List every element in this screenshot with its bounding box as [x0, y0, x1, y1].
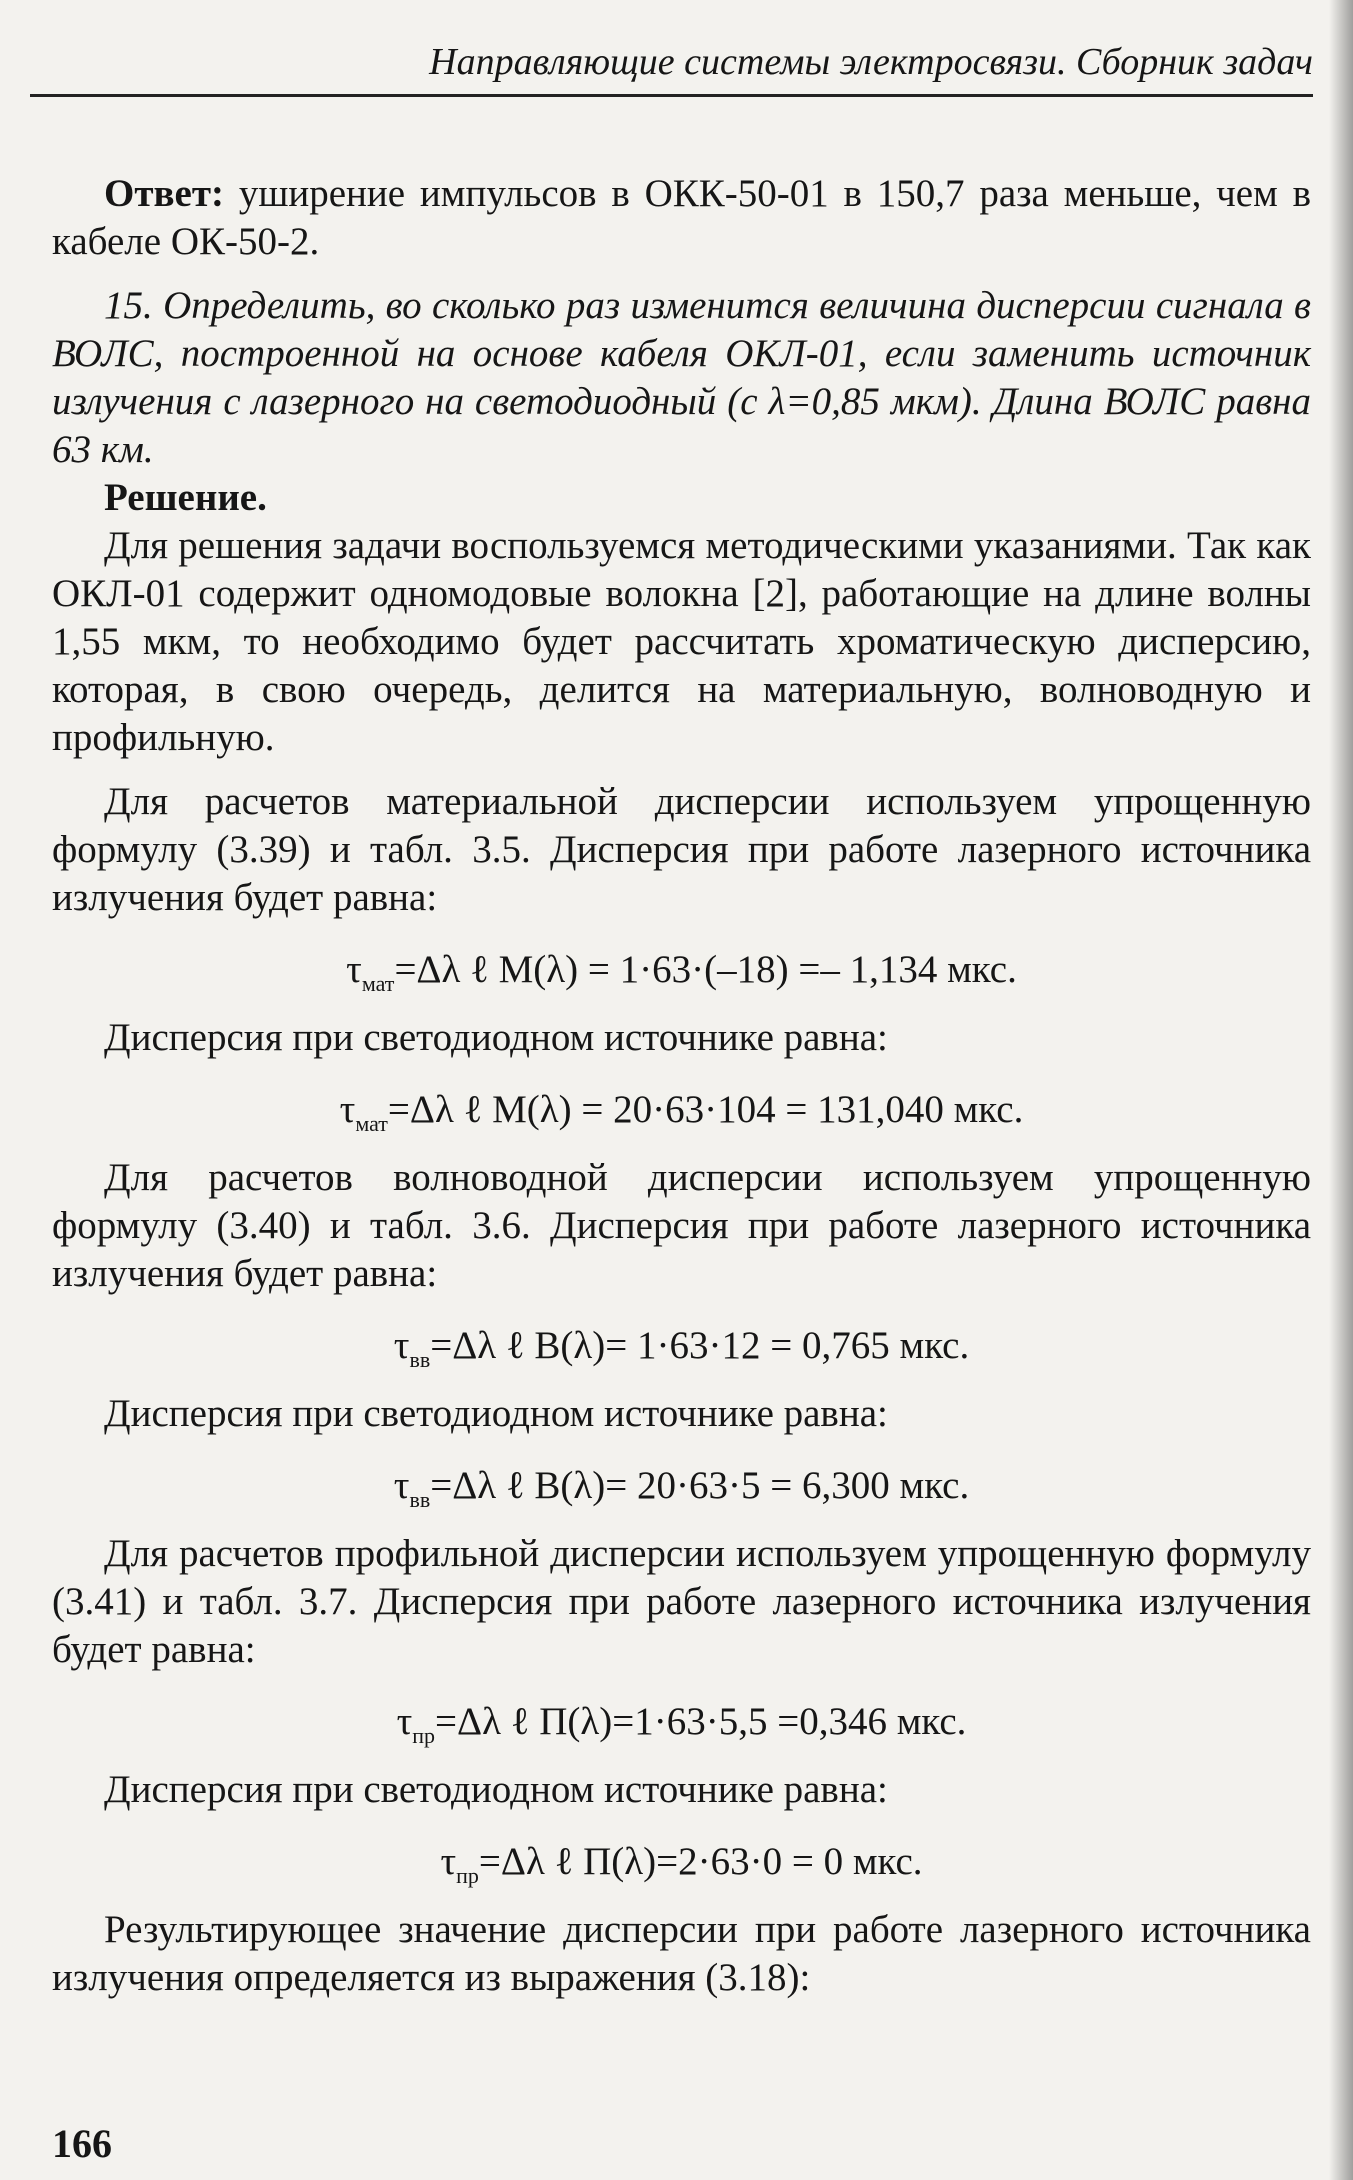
solution-paragraph: Для решения задачи воспользуемся методическими указаниями. Так как ОКЛ-01 содержит одномодовые волокна [2], работающие на длине волны 1,55 мкм, то необходимо будет рассчитать хроматическую дисперсию, которая, в свою очередь, делится на материальную, волноводную и профильную.: [52, 524, 1311, 759]
formula-profile-laser: $\tau_{пр}=\Delta\lambda$ ℓ П(λ)=1·63·5,5 =0,346 мкс.: [396, 1700, 967, 1748]
page-number: 166: [52, 2121, 112, 2166]
formula-material-laser: $\tau_{мат}=\Delta\lambda$ ℓ M(λ) = 1·63·(–18) =– 1,134 мкс.: [346, 948, 1017, 996]
answer-paragraph: [52, 170, 1311, 266]
solution-paragraph: Дисперсия при светодиодном источнике равна:: [104, 1016, 888, 1059]
formula-waveguide-led: $\tau_{вв}=\Delta\lambda$ ℓ B(λ)= 20·63·5 = 6,300 мкс.: [393, 1464, 970, 1512]
solution-paragraph: Для расчетов волноводной дисперсии используем упрощенную формулу (3.40) и табл. 3.6. Дисперсия при работе лазерного источника излучения будет равна:: [52, 1156, 1311, 1295]
header-rule: [30, 94, 1313, 97]
formula-waveguide-laser: $\tau_{вв}=\Delta\lambda$ ℓ B(λ)= 1·63·12 = 0,765 мкс.: [393, 1324, 970, 1372]
page-body: [52, 170, 1311, 2002]
solution-paragraph: Для расчетов профильной дисперсии используем упрощенную формулу (3.41) и табл. 3.7. Дисперсия при работе лазерного источника излучения будет равна:: [52, 1532, 1311, 1671]
solution-label: Решение.: [104, 476, 267, 519]
solution-paragraph: Дисперсия при светодиодном источнике равна:: [104, 1768, 888, 1811]
problem-statement: 15. Определить, во сколько раз изменится величина дисперсии сигнала в ВОЛС, построенной на основе кабеля ОКЛ-01, если заменить источник излучения с лазерного на светодиодный (с λ=0,85 мкм). Длина ВОЛС равна 63 км.: [52, 284, 1311, 471]
running-title: Направляющие системы электросвязи. Сборник задач: [429, 41, 1313, 83]
answer-text: уширение импульсов в ОКК-50-01 в 150,7 раза меньше, чем в кабеле ОК-50-2.: [52, 172, 1311, 263]
formula-profile-led: $\tau_{пр}=\Delta\lambda$ ℓ П(λ)=2·63·0 = 0 мкс.: [440, 1840, 923, 1888]
solution-paragraph: Дисперсия при светодиодном источнике равна:: [104, 1392, 888, 1435]
answer-label: Ответ:: [104, 172, 225, 215]
formula-material-led: $\tau_{мат}=\Delta\lambda$ ℓ M(λ) = 20·63·104 = 131,040 мкс.: [339, 1088, 1024, 1136]
solution-paragraph: Для расчетов материальной дисперсии используем упрощенную формулу (3.39) и табл. 3.5. Дисперсия при работе лазерного источника излучения будет равна:: [52, 780, 1311, 919]
solution-paragraph: Результирующее значение дисперсии при работе лазерного источника излучения определяется из выражения (3.18):: [52, 1908, 1311, 1999]
page-edge-shadow: [1329, 0, 1353, 2180]
